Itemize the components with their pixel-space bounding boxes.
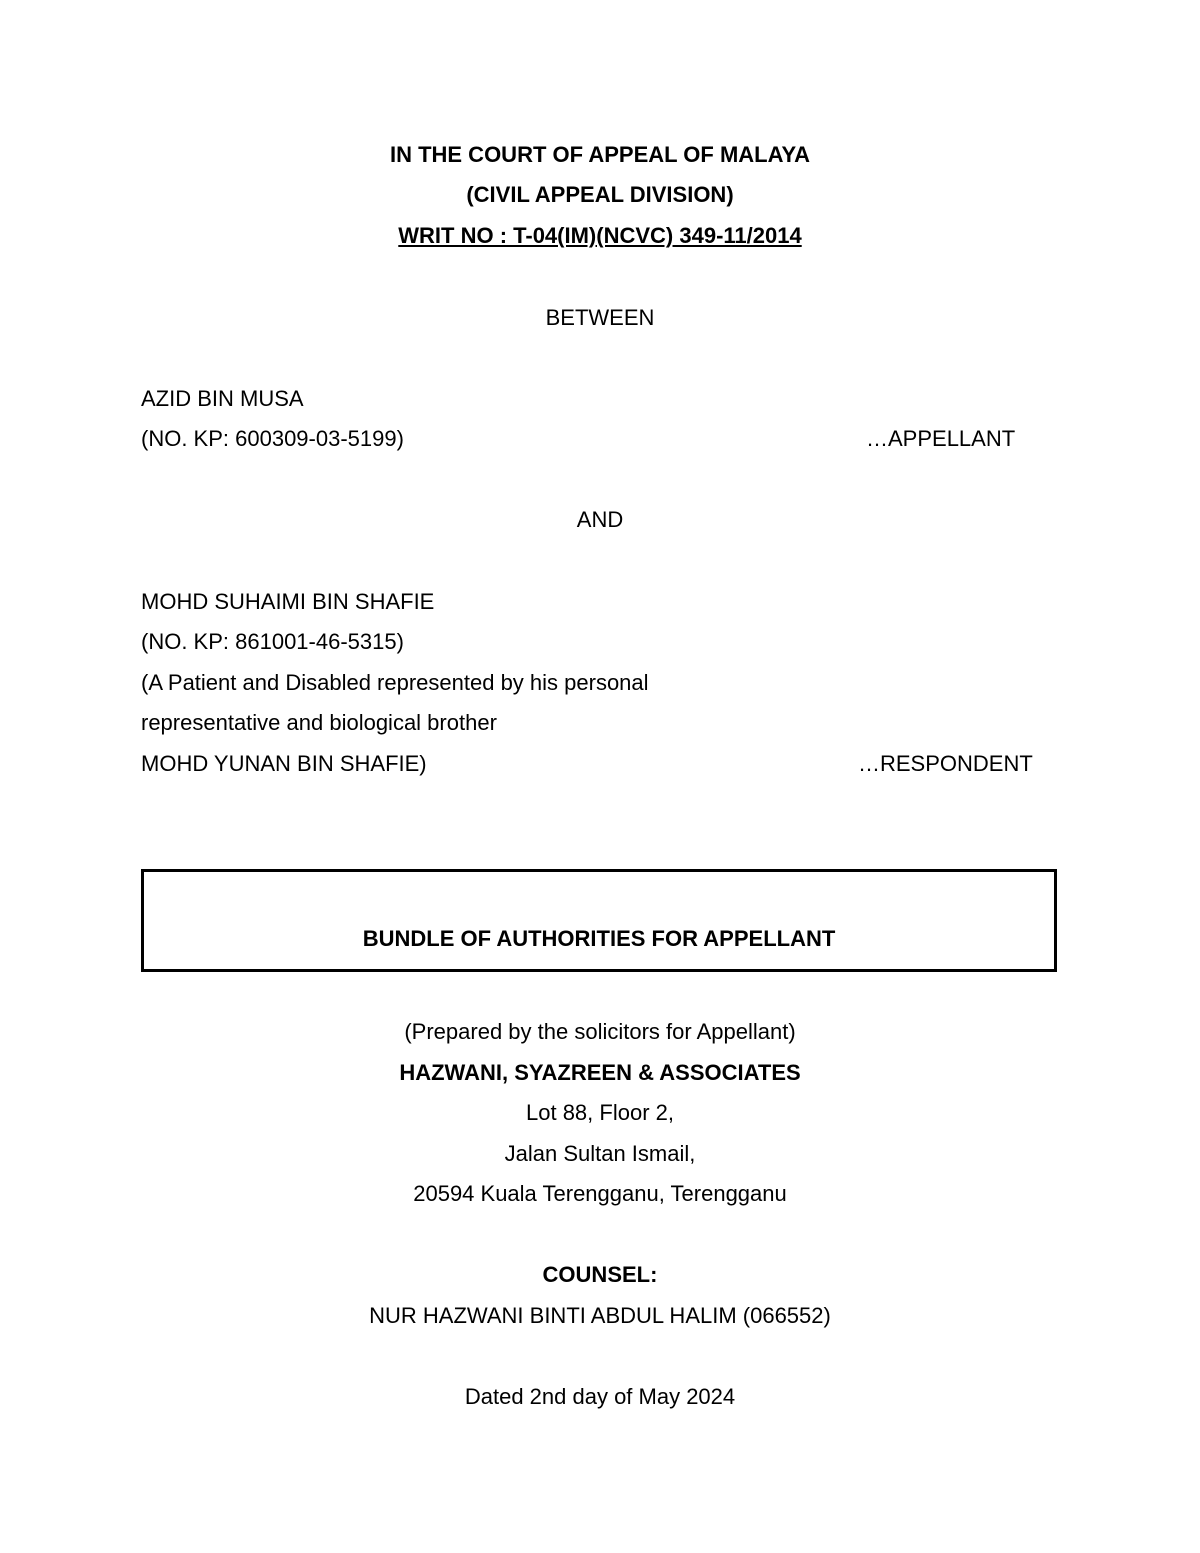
address-line-2: Jalan Sultan Ismail, xyxy=(504,1141,696,1166)
appellant-ic: (NO. KP: 600309-03-5199) xyxy=(141,426,404,451)
respondent-ic: (NO. KP: 861001-46-5315) xyxy=(141,629,404,654)
court-division: (CIVIL APPEAL DIVISION) xyxy=(466,182,734,207)
respondent-name: MOHD SUHAIMI BIN SHAFIE xyxy=(141,589,435,614)
counsel-label: COUNSEL: xyxy=(542,1262,658,1287)
document-title: BUNDLE OF AUTHORITIES FOR APPELLANT xyxy=(362,926,836,951)
appellant-name: AZID BIN MUSA xyxy=(141,386,304,411)
respondent-note-line1: (A Patient and Disabled represented by his personal xyxy=(141,670,649,695)
firm-name: HAZWANI, SYAZREEN & ASSOCIATES xyxy=(399,1060,801,1085)
writ-number: WRIT NO : T-04(IM)(NCVC) 349-11/2014 xyxy=(398,223,802,248)
document-title-box xyxy=(141,869,1057,972)
respondent-note-line3: MOHD YUNAN BIN SHAFIE) xyxy=(141,751,427,776)
court-name: IN THE COURT OF APPEAL OF MALAYA xyxy=(389,142,811,167)
address-line-1: Lot 88, Floor 2, xyxy=(526,1100,674,1125)
address-line-3: 20594 Kuala Terengganu, Terengganu xyxy=(413,1181,787,1206)
counsel-name: NUR HAZWANI BINTI ABDUL HALIM (066552) xyxy=(369,1303,831,1328)
prepared-note: (Prepared by the solicitors for Appellant) xyxy=(404,1019,796,1044)
and-label: AND xyxy=(576,507,624,532)
between-label: BETWEEN xyxy=(545,305,655,330)
appellant-role: …APPELLANT xyxy=(866,426,1016,451)
respondent-role: …RESPONDENT xyxy=(858,751,1033,776)
respondent-note-line2: representative and biological brother xyxy=(141,710,497,735)
dated-line: Dated 2nd day of May 2024 xyxy=(464,1384,736,1409)
